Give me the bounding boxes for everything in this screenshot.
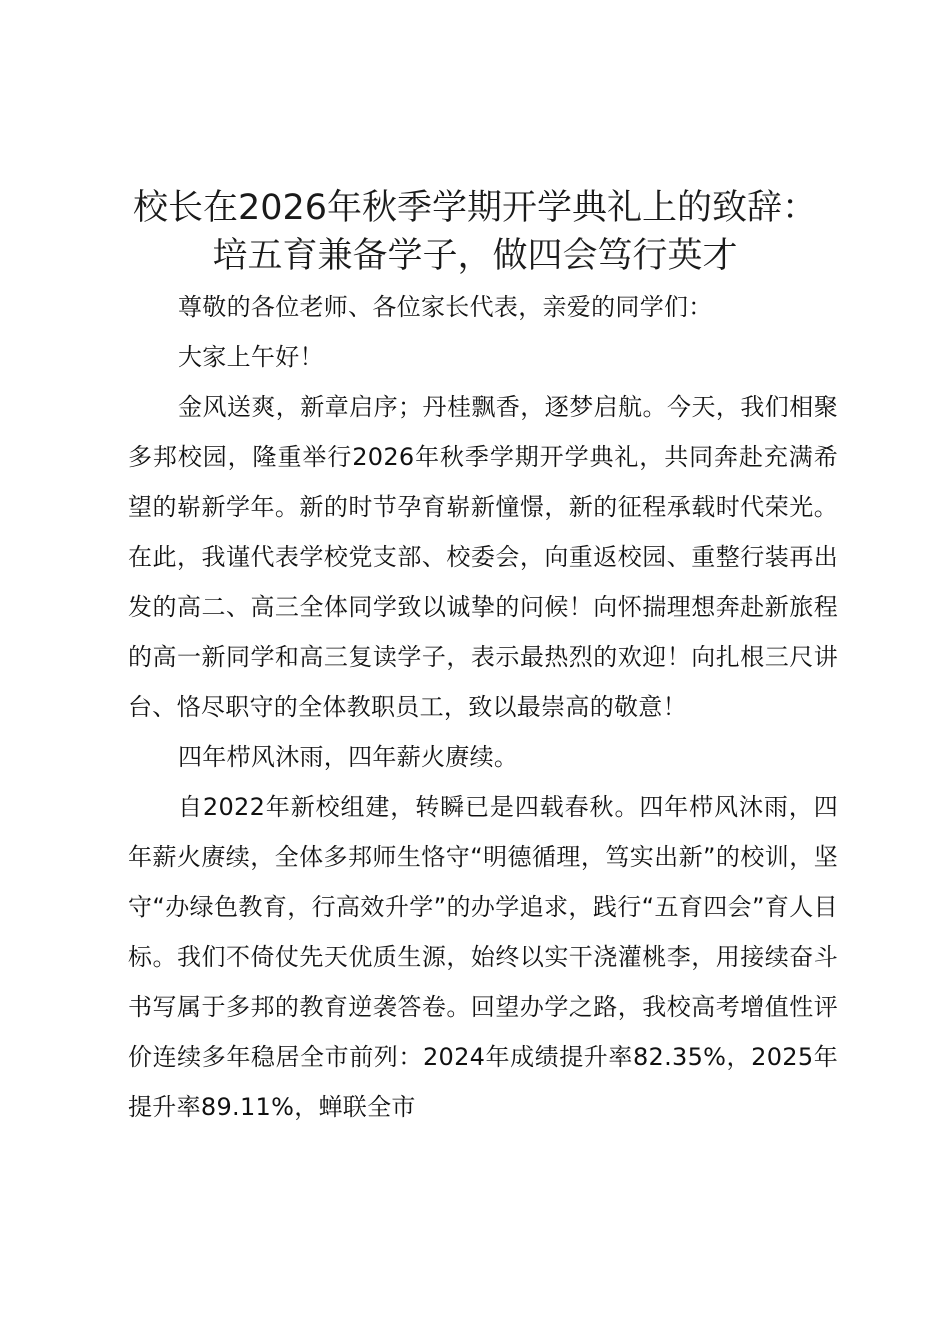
document-body [128, 282, 838, 1132]
document-title-line-1: 校长在2026年秋季学期开学典礼上的致辞： [132, 188, 818, 228]
greeting-paragraph: 大家上午好！ [178, 343, 324, 371]
salutation-paragraph: 尊敬的各位老师、各位家长代表，亲爱的同学们： [178, 293, 713, 321]
history-paragraph: 自2022年新校组建，转瞬已是四载春秋。四年栉风沐雨，四年薪火赓续，全体多邦师生恪守“明德循理，笃实出新”的校训，坚守“办绿色教育，行高效升学”的办学追求，践行“五育四会”育人目标。我们不倚仗先天优质生源，始终以实干浇灌桃李，用接续奋斗书写属于多邦的教育逆袭答卷。回望办学之路，我校高考增值性评价连续多年稳居全市前列：2024年成绩提升率82.35%，2025年提升率89.11%，蝉联全市 [128, 793, 838, 1121]
document-title-line-2: 培五育兼备学子，做四会笃行英才 [212, 236, 738, 276]
section-heading-paragraph: 四年栉风沐雨，四年薪火赓续。 [178, 743, 519, 771]
opening-paragraph: 金风送爽，新章启序；丹桂飘香，逐梦启航。今天，我们相聚多邦校园，隆重举行2026年秋季学期开学典礼，共同奔赴充满希望的崭新学年。新的时节孕育崭新憧憬，新的征程承载时代荣光。在此，我谨代表学校党支部、校委会，向重返校园、重整行装再出发的高二、高三全体同学致以诚挚的问候！向怀揣理想奔赴新旅程的高一新同学和高三复读学子，表示最热烈的欢迎！向扎根三尺讲台、恪尽职守的全体教职员工，致以最崇高的敬意！ [128, 393, 838, 721]
